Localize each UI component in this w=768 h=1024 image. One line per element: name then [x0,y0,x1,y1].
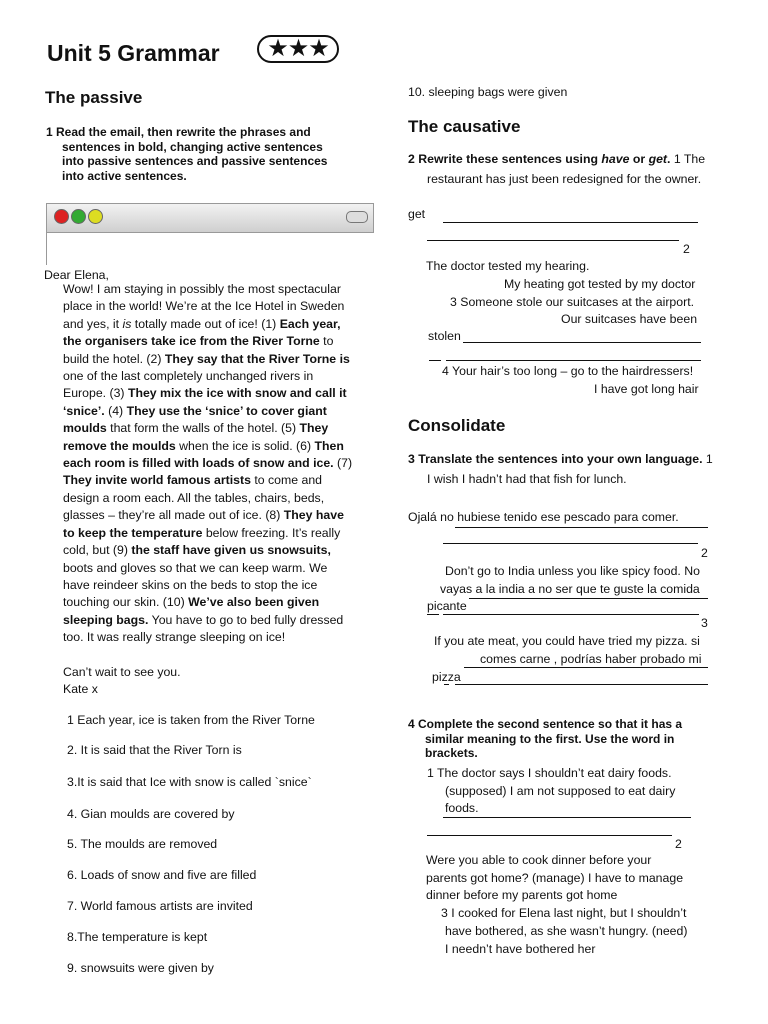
consolidate-heading: Consolidate [408,416,506,435]
answer-4: 4. Gian moulds are covered by [67,807,235,821]
ex4-sentence-2: Were you able to cook dinner before your [426,853,652,867]
answer-5: 5. The moulds are removed [67,837,218,851]
ex4-sentence-3: 3 I cooked for Elena last night, but I shouldn’t [441,906,687,920]
ex1-line: 1 Read the email, then rewrite the phrases and [46,125,311,139]
answer-1: 1 Each year, ice is taken from the River Torne [67,713,315,727]
email-line: to keep the temperature below freezing. It’s really [63,525,341,540]
item-number: 2 [683,242,690,256]
causative-heading: The causative [408,117,521,136]
ex3-sentence-1: I wish I hadn’t had that fish for lunch. [427,472,627,486]
ex2-lead: 2 Rewrite these sentences using [408,152,602,166]
page-title: Unit 5 Grammar [47,40,220,66]
email-line: each room is filled with loads of snow and ice. (7) [63,456,353,471]
answer-line[interactable] [427,614,439,615]
email-greeting: Dear Elena, [44,268,109,282]
signoff-name: Kate x [63,682,98,697]
email-line: have reindeer skins on the beds to stop the ice [63,577,318,592]
email-line: Wow! I am staying in possibly the most spectacular [63,282,341,296]
ex2-get-word: get [408,207,426,221]
email-line: moulds that form the walls of the hotel. (5) They [63,421,329,436]
toolbar-toggle-icon [346,211,368,223]
ex2-answer-3b: stolen [428,329,461,343]
ex2-sentence-2: The doctor tested my hearing. [426,259,590,273]
answer-line[interactable] [464,667,708,668]
ex2-answer-2: My heating got tested by my doctor [504,277,696,291]
answer-line[interactable] [427,835,672,836]
email-signoff [63,664,181,699]
ex2-get: get [648,152,668,166]
ex2-item1: 1 The [670,152,706,166]
minimize-dot-icon [71,209,86,224]
ex2-answer-4: I have got long hair [594,382,699,396]
email-line: glasses – they’re all made out of ice. (8) They have [63,508,344,523]
passive-heading: The passive [45,88,143,107]
ex2-or: or [629,152,649,166]
ex3-sentence-2: Don’t go to India unless you like spicy food. No [445,564,700,578]
ex4-sentence-3b: have bothered, as she wasn’t hungry. (need) [445,924,688,938]
ex3-sentence-3: If you ate meat, you could have tried my pizza. si [434,634,700,648]
email-line: too. It was really strange sleeping on ice! [63,630,286,645]
ex4-line: 4 Complete the second sentence so that it has a [408,717,683,731]
email-line: cold, but (9) the staff have given us snowsuits, [63,543,331,558]
email-line: boots and gloves so that we can keep warm. We [63,560,328,575]
email-line: remove the moulds when the ice is solid. (6) Then [63,438,344,453]
email-line: ‘snice’. (4) They use the ‘snice’ to cover giant [63,403,327,418]
answer-line[interactable] [469,598,708,599]
answer-3: 3.It is said that Ice with snow is called `snice` [67,775,312,789]
ex3-translation-2b: picante [427,599,467,613]
ex2-have: have [601,152,630,166]
answer-6: 6. Loads of snow and five are filled [67,868,257,882]
email-window-bar [46,203,374,233]
answer-2: 2. It is said that the River Torn is [67,743,242,757]
answer-line[interactable] [443,543,698,544]
ex2-sentence-4: 4 Your hair’s too long – go to the hairdressers! [442,364,694,378]
ex4-line: similar meaning to the first. Use the word in [425,731,675,746]
answer-9: 9. snowsuits were given by [67,961,214,975]
signoff-line: Can’t wait to see you. [63,665,181,679]
answer-line[interactable] [444,684,449,685]
answer-line[interactable] [443,614,699,615]
email-line: the organisers take ice from the River Torne to [63,334,334,349]
ex2-sentence-1: restaurant has just been redesigned for the owner. [427,172,702,186]
item-number: 2 [675,837,682,851]
ex3-translation-1: Ojalá no hubiese tenido ese pescado para comer. [408,510,679,524]
email-line: sleeping bags. You have to go to bed fully dressed [63,612,344,627]
ex3-text: 3 Translate the sentences into your own language. [408,452,703,466]
ex4-answer-1a: (supposed) I am not supposed to eat dairy [445,784,676,798]
email-line: touching our skin. (10) We’ve also been given [63,595,320,610]
ex4-answer-2a: parents got home? (manage) I have to manage [426,871,684,885]
exercise-3-instructions [408,451,713,468]
ex1-line: into passive sentences and passive sentences [62,154,328,168]
email-window-border [46,231,47,265]
ex2-answer-3a: Our suitcases have been [561,312,698,326]
email-line: They invite world famous artists to come and [63,473,323,488]
answer-line[interactable] [443,222,698,223]
ex4-line: brackets. [425,746,478,760]
zoom-dot-icon [88,209,103,224]
answer-8: 8.The temperature is kept [67,930,208,944]
email-line: Europe. (3) They mix the ice with snow and call it [63,386,347,401]
ex4-answer-1b: foods. [445,801,479,815]
exercise-1-instructions [46,125,366,183]
email-line: and yes, it is totally made out of ice! (1) Each year, [63,316,341,331]
email-line: place in the world! We’re at the Ice Hotel in Sweden [63,299,345,314]
ex3-translation-3: comes carne , podrías haber probado mi [480,652,702,666]
answer-10: 10. sleeping bags were given [408,85,568,99]
answer-line[interactable] [429,360,441,361]
email-line: design a room each. All the tables, chairs, beds, [63,490,325,505]
exercise-4-instructions [408,717,718,761]
answer-line[interactable] [446,360,701,361]
difficulty-stars: ★★★ [257,35,339,63]
answer-7: 7. World famous artists are invited [67,899,253,913]
answer-line[interactable] [455,527,708,528]
ex1-line: into active sentences. [62,168,187,183]
ex1-line: sentences in bold, changing active sentences [62,139,323,154]
answer-line[interactable] [455,684,708,685]
ex3-item1: 1 [702,452,713,466]
ex3-translation-2: vayas a la india a no ser que te guste la comida [440,582,700,596]
email-body [63,281,373,647]
item-number: 3 [701,616,708,630]
ex2-sentence-3: 3 Someone stole our suitcases at the airport. [450,295,695,309]
answer-line[interactable] [463,342,701,343]
answer-line[interactable] [427,240,679,241]
ex2-end: . [667,152,671,166]
ex4-answer-2b: dinner before my parents got home [426,888,618,902]
ex4-answer-3: I needn’t have bothered her [445,942,596,956]
email-line: one of the last completely unchanged rivers in [63,369,314,384]
item-number: 2 [701,546,708,560]
answer-line[interactable] [443,817,691,818]
email-line: build the hotel. (2) They say that the River Torne is [63,351,350,366]
ex3-translation-3b: pizza [432,670,461,684]
ex4-sentence-1: 1 The doctor says I shouldn’t eat dairy foods. [427,766,672,780]
exercise-2-instructions [408,151,705,168]
close-dot-icon [54,209,69,224]
